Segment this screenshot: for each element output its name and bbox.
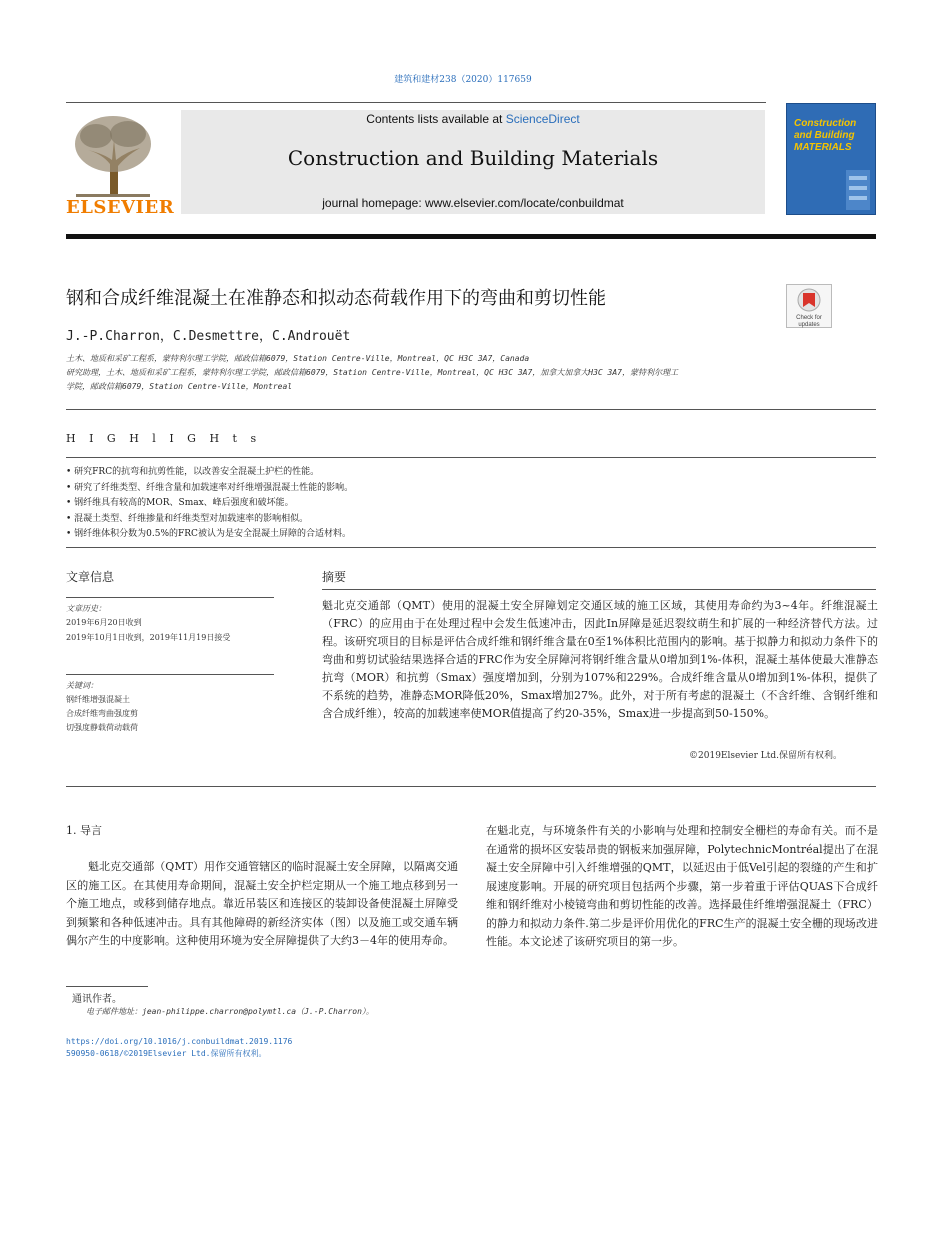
keywords-divider	[66, 674, 274, 675]
article-authors[interactable]: J.-P.Charron，C.Desmettre，C.Androuët	[66, 329, 351, 344]
article-info-heading: 文章信息	[66, 570, 115, 584]
header-divider	[66, 102, 766, 103]
highlight-item: • 研究了纤维类型、纤维含量和加载速率对纤维增强混凝土性能的影响。	[66, 481, 876, 497]
elsevier-wordmark: ELSEVIER	[66, 197, 175, 218]
doi-block	[66, 1036, 292, 1060]
keyword: 合成纤维弯曲强度剪	[66, 709, 138, 718]
keyword: 切强度静载荷动载荷	[66, 723, 138, 732]
affiliation-line: 土木、地质和采矿工程系，蒙特利尔理工学院，邮政信箱6079，Station Centre-Ville，Montreal，QC H3C 3A7，Canada	[66, 354, 530, 363]
check-updates-label: Check for updates	[796, 315, 822, 328]
journal-homepage-link[interactable]: journal homepage: www.elsevier.com/locate/conbuildmat	[322, 196, 624, 210]
body-paragraph: 在魁北克，与环境条件有关的小影响与处理和控制安全栅栏的寿命有关。而不是在通常的损坏区安装昂贵的钢板来加强屏障，PolytechnicMontréal提出了在混凝土安全屏障中引入纤维增强的QMT，以延迟由于低Vel引起的裂缝的产生和扩展速度影响。开展的研究项目包括两个步骤，第一步着重于评估QUAS下合成纤维和钢纤维对小棱镜弯曲和剪切性能的改善。选择最佳纤维增强混凝土（FRC）的静力和拟动力条件.第二步是评价用优化的FRC生产的混凝土安全栅的现场改进性能。本文论述了该研究项目的第一步。	[486, 824, 878, 948]
history-entry: 2019年10月1日收到，2019年11月19日接受	[66, 633, 231, 642]
contents-prefix: Contents lists available at	[366, 112, 506, 126]
abstract-text: 魁北克交通部（QMT）使用的混凝土安全屏障划定交通区域的施工区域，其使用寿命约为3~4年。纤维混凝土（FRC）的应用由于在处理过程中会发生低速冲击，因此In屏障是延迟裂纹萌生和扩展的一种经济替代方法。过程。该研究项目的目标是评估合成纤维和钢纤维含量在0至1%体积比范围内的影响。基于拟静力和拟动力条件下的弯曲和剪切试验结果选择合适的FRC作为安全屏障河将钢纤维含量从0增加到1%-体积，混凝土基体使最大准静态抗弯（MOR）和抗剪（Smax）强度增加到，分别为107%和229%。合成纤维含量从0增加到1%-体积，提供了不系统的趋势，准静态MOR降低20%，Smax增加27%。此外，对于所有考虑的混凝土（不含纤维、含钢纤维和含合成纤维），较高的加载速率使MOR值提高了约20-35%，Smax进一步提高到50-150%。	[322, 599, 878, 720]
abstract-copyright: ©2019Elsevier Ltd.保留所有权利。	[689, 751, 842, 761]
header-thick-rule	[66, 234, 876, 239]
abstract-divider	[322, 589, 876, 590]
section-heading: 1. 导言	[66, 824, 102, 837]
sciencedirect-link[interactable]: ScienceDirect	[505, 112, 580, 126]
issn-line: 590950-0618/©2019Elsevier Ltd.保留所有权利。	[66, 1049, 267, 1058]
article-history-label: 文章历史：	[66, 604, 106, 613]
section-divider	[66, 547, 876, 548]
highlight-item: • 研究FRC的抗弯和抗剪性能，以改善安全混凝土护栏的性能。	[66, 465, 876, 481]
journal-citation[interactable]: 建筑和建材238（2020）117659	[394, 75, 532, 85]
article-title: 钢和合成纤维混凝土在准静态和拟动态荷载作用下的弯曲和剪切性能	[66, 288, 606, 309]
cover-illustration	[846, 170, 870, 210]
corresponding-author-note: 通讯作者。	[72, 994, 122, 1005]
highlights-list	[66, 465, 876, 543]
section-divider	[66, 786, 876, 787]
footnote-rule	[66, 986, 148, 987]
doi-link[interactable]: https://doi.org/10.1016/j.conbuildmat.2019.1176	[66, 1037, 293, 1046]
affiliation-line: 研究助理，土木、地质和采矿工程系，蒙特利尔理工学院，邮政信箱6079，Station Centre-Ville，Montreal，QC H3C 3A7，加拿大加拿大H3C 3A7，蒙特利尔理工	[66, 368, 678, 377]
highlight-item: • 钢纤维体积分数为0.5%的FRC被认为是安全混凝土屏障的合适材料。	[66, 527, 876, 543]
keyword: 钢纤维增强混凝土	[66, 695, 130, 704]
abstract-heading: 摘要	[322, 570, 347, 584]
journal-name: Construction and Building Materials	[287, 146, 659, 170]
cover-title: Construction and Building MATERIALS	[794, 118, 857, 153]
highlights-heading: H I G H l I G H t s	[66, 432, 262, 445]
section-divider	[66, 409, 876, 410]
highlight-item: • 钢纤维具有较高的MOR、Smax、峰后强度和破坏能。	[66, 496, 876, 512]
article-info-divider	[66, 597, 274, 598]
body-paragraph: 魁北克交通部（QMT）用作交通管辖区的临时混凝土安全屏障，以隔离交通区的施工区。在其使用寿命期间，混凝土安全护栏定期从一个施工地点移到另一个施工地点，或移到储存地点。靠近吊装区和连接区的装卸设备使混凝土屏障受到频繁和各种低速冲击。具有其他障碍的新经济实体（图）以及施工或交通车辆偶尔产生的中度影响。这种使用环境为安全屏障提供了大约3－4年的使用寿命。	[66, 860, 458, 947]
check-updates-icon	[787, 287, 831, 315]
check-for-updates-button[interactable]	[786, 284, 832, 328]
highlights-divider	[66, 457, 876, 458]
highlight-item: • 混凝土类型、纤维掺量和纤维类型对加载速率的影响相似。	[66, 512, 876, 528]
contents-availability	[181, 112, 765, 126]
affiliation-line: 学院，邮政信箱6079，Station Centre-Ville，Montreal	[66, 382, 293, 391]
author-email[interactable]: 电子邮件地址：jean-philippe.charron@polymtl.ca（J.-P.Charron）。	[86, 1007, 374, 1016]
keywords-label: 关键词：	[66, 681, 98, 690]
history-entry: 2019年6月20日收到	[66, 618, 142, 627]
